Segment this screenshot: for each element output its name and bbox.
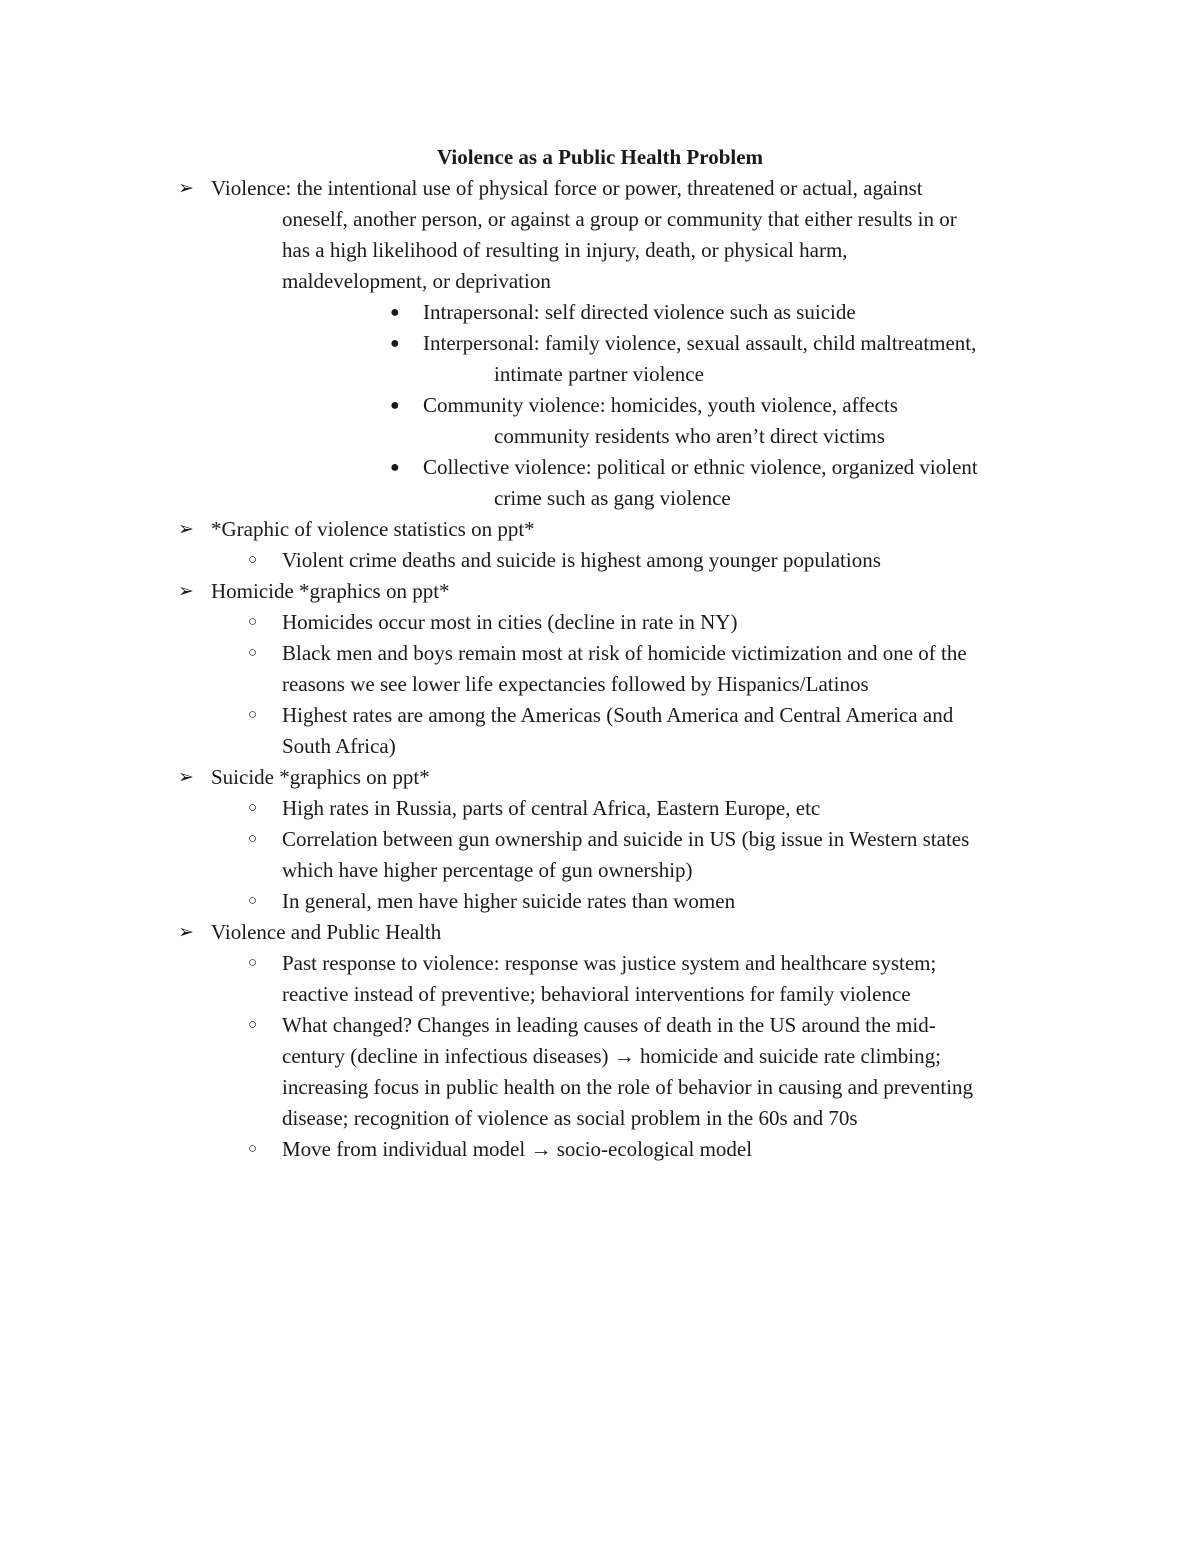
filled-dot-bullet-icon: ●: [390, 397, 400, 414]
wrapped-line: oneself, another person, or against a group or community that either results in or: [282, 207, 957, 231]
hollow-circle-bullet-icon: ○: [248, 552, 258, 568]
arrow-bullet-icon: ➢: [178, 519, 194, 540]
page-title: Violence as a Public Health Problem: [436, 145, 764, 169]
list-item: ○ Highest rates are among the Americas (South America and Central America and: [0, 700, 1072, 731]
list-item: ○ Black men and boys remain most at risk of homicide victimization and one of the: [0, 638, 1072, 669]
arrow-bullet-icon: ➢: [178, 767, 194, 788]
list-item: ○ Homicides occur most in cities (decline in rate in NY): [0, 607, 1072, 638]
hollow-circle-bullet-icon: ○: [248, 1017, 258, 1033]
wrapped-line: maldevelopment, or deprivation: [282, 269, 551, 293]
wrapped-line: reasons we see lower life expectancies followed by Hispanics/Latinos: [282, 672, 869, 696]
filled-dot-bullet-icon: ●: [390, 459, 400, 476]
list-item: ● Community violence: homicides, youth violence, affects: [0, 390, 1063, 421]
filled-dot-bullet-icon: ●: [390, 335, 400, 352]
section-homicide: ➢ Homicide *graphics on ppt*: [0, 576, 1031, 607]
wrapped-line: century (decline in infectious diseases) → homicide and suicide rate climbing;: [282, 1044, 941, 1068]
list-item: ● Interpersonal: family violence, sexual assault, child maltreatment,: [0, 328, 1063, 359]
section-violence-public-health: ➢ Violence and Public Health: [0, 917, 1031, 948]
wrapped-line: community residents who aren’t direct victims: [494, 424, 885, 448]
hollow-circle-bullet-icon: ○: [248, 614, 258, 630]
hollow-circle-bullet-icon: ○: [248, 1141, 258, 1157]
arrow-bullet-icon: ➢: [178, 922, 194, 943]
wrapped-line: which have higher percentage of gun ownership): [282, 858, 693, 882]
hollow-circle-bullet-icon: ○: [248, 893, 258, 909]
list-item: ○ Correlation between gun ownership and suicide in US (big issue in Western states: [0, 824, 1072, 855]
list-item: ○ What changed? Changes in leading causes of death in the US around the mid-: [0, 1010, 1072, 1041]
arrow-bullet-icon: ➢: [178, 178, 194, 199]
wrapped-line: South Africa): [282, 734, 396, 758]
arrow-bullet-icon: ➢: [178, 581, 194, 602]
wrapped-line: reactive instead of preventive; behavioral interventions for family violence: [282, 982, 911, 1006]
wrapped-line: increasing focus in public health on the role of behavior in causing and preventing: [282, 1075, 974, 1099]
hollow-circle-bullet-icon: ○: [248, 707, 258, 723]
section-suicide: ➢ Suicide *graphics on ppt*: [0, 762, 1031, 793]
wrapped-line: has a high likelihood of resulting in injury, death, or physical harm,: [282, 238, 848, 262]
wrapped-line: disease; recognition of violence as social problem in the 60s and 70s: [282, 1106, 858, 1130]
section-heading: Violence: the intentional use of physical force or power, threatened or actual, against: [211, 176, 923, 200]
filled-dot-bullet-icon: ●: [390, 304, 400, 321]
section-violence-definition: [0, 173, 1031, 204]
list-item: ○ Violent crime deaths and suicide is highest among younger populations: [0, 545, 1072, 576]
list-item: ○ In general, men have higher suicide rates than women: [0, 886, 1072, 917]
hollow-circle-bullet-icon: ○: [248, 645, 258, 661]
list-item: ○ High rates in Russia, parts of central Africa, Eastern Europe, etc: [0, 793, 1072, 824]
wrapped-line: crime such as gang violence: [494, 486, 731, 510]
hollow-circle-bullet-icon: ○: [248, 955, 258, 971]
hollow-circle-bullet-icon: ○: [248, 831, 258, 847]
wrapped-line: intimate partner violence: [494, 362, 704, 386]
list-item: ● Intrapersonal: self directed violence such as suicide: [0, 297, 1063, 328]
hollow-circle-bullet-icon: ○: [248, 800, 258, 816]
list-item: ● Collective violence: political or ethnic violence, organized violent: [0, 452, 1063, 483]
section-graphic-statistics: ➢ *Graphic of violence statistics on ppt*: [0, 514, 1031, 545]
list-item: ○ Past response to violence: response was justice system and healthcare system;: [0, 948, 1072, 979]
document-body: [0, 173, 1200, 1165]
list-item: ○ Move from individual model → socio-ecological model: [0, 1134, 1072, 1165]
